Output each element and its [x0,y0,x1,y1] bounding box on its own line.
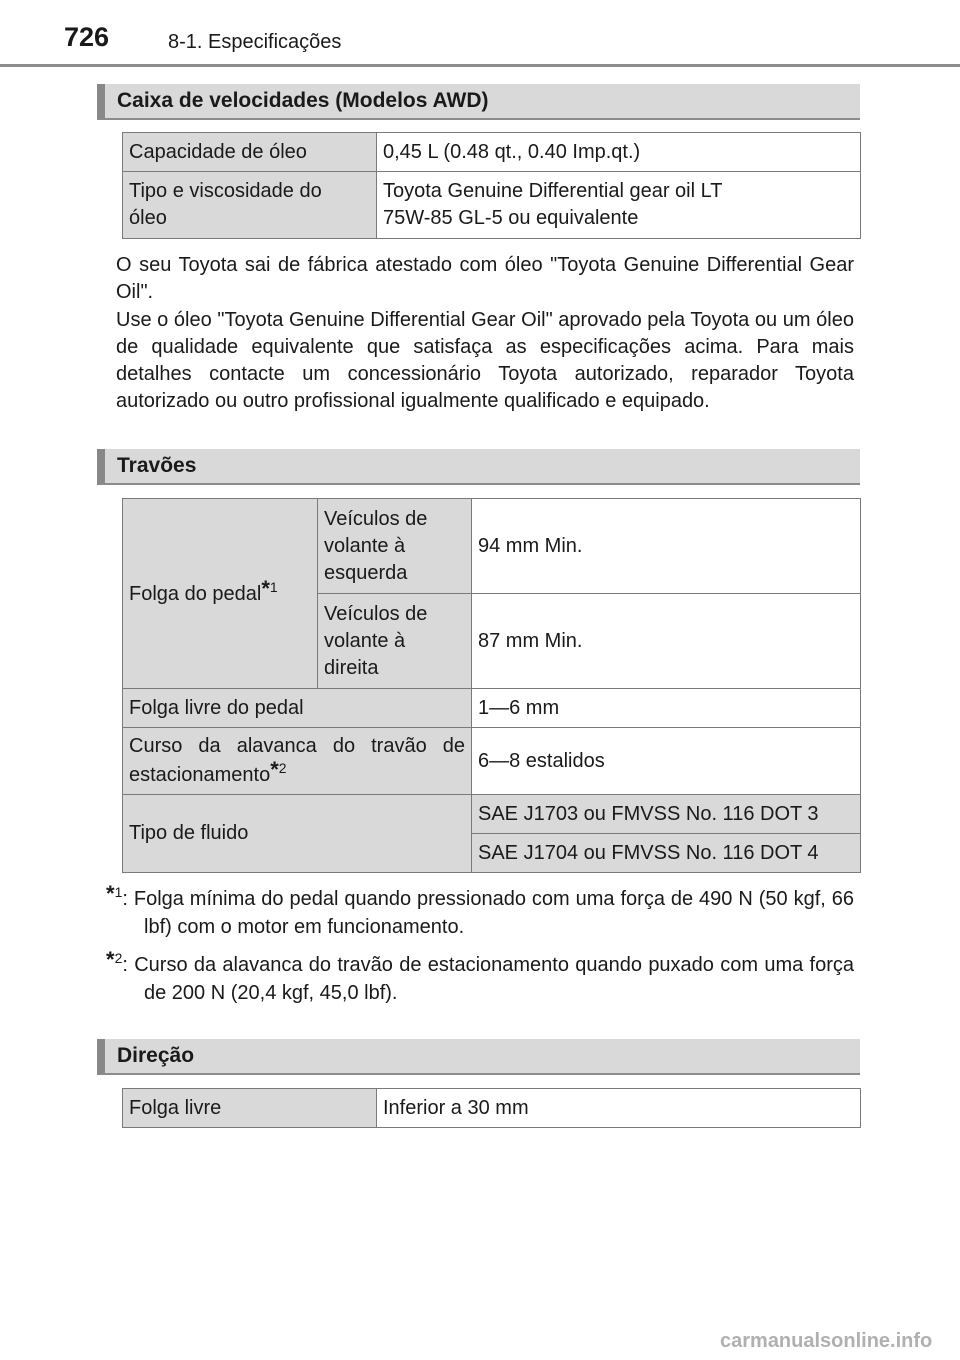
label-cell [123,728,472,795]
footnote-marker: * [270,756,279,782]
gearbox-spec-table [122,132,861,239]
label-line: esquerda [324,561,408,584]
value-cell: SAE J1703 ou FMVSS No. 116 DOT 3 [472,795,861,834]
label-cell: Folga livre do pedal [123,689,472,728]
footnote: $^{*1}$: Folga mínima do pedal quando pressionado com uma força de 490 N (50 kgf, 66 lbf) com o motor em funcionamento. [106,881,854,938]
value-cell: SAE J1704 ou FMVSS No. 116 DOT 4 [472,834,861,873]
brakes-spec-table [122,498,861,873]
label-line: estacionamento$^{*2}$ [129,756,287,786]
footnote-marker: * [106,881,115,906]
footnote-number: 1 [269,578,278,595]
section-title: Direção [117,1044,195,1067]
label-cell [123,172,377,239]
label-line: Veículos de [324,507,428,530]
label-line: óleo [129,207,167,229]
value-line: Toyota Genuine Differential gear oil LT [383,180,723,202]
section-title: Caixa de velocidades (Modelos AWD) [117,89,489,112]
table-row [123,795,861,834]
label-line: direita [324,656,379,679]
section-heading-gearbox [97,84,860,120]
table-row [123,1089,861,1128]
value-cell: Inferior a 30 mm [377,1089,861,1128]
table-row [123,499,861,594]
value-cell: 87 mm Min. [472,594,861,689]
label-cell: Tipo de fluido [123,795,472,873]
table-row [123,172,861,239]
footnote: $^{*2}$: Curso da alavanca do travão de estacionamento quando puxado com uma força de 200 N (20,4 kgf, 45,0 lbf). [106,947,854,1004]
value-cell: 0,45 L (0.48 qt., 0.40 Imp.qt.) [377,133,861,172]
pedal-play-label: Folga do pedal [129,582,262,605]
value-line: 75W-85 GL-5 ou equivalente [383,207,639,229]
section-title: Travões [117,454,197,477]
label-line: volante à [324,534,406,557]
label-cell [318,594,472,689]
value-cell: 94 mm Min. [472,499,861,594]
section-heading-brakes [97,449,860,485]
paragraph: Use o óleo "Toyota Genuine Differential Gear Oil" aprovado pela Toyota ou um óleo de qualidade equivalente que satisfaça as especificações acima. Para mais detalhes contacte um concessionário Toyota autorizado, reparador Toyota autorizado ou outro profissional igualmente qualificado e equipado. [116,309,854,412]
header-divider [0,64,960,67]
label-line: Veículos de [324,602,428,625]
label-cell: Folga livre [123,1089,377,1128]
label-cell: Capacidade de óleo [123,133,377,172]
watermark: carmanualsonline.info [720,1330,933,1352]
steering-spec-table [122,1088,861,1128]
footnote-number: 2 [278,759,287,776]
table-row [123,133,861,172]
table-row [123,728,861,795]
page-header [0,0,960,70]
value-cell: 6—8 estalidos [472,728,861,795]
footnote-marker: * [261,575,270,601]
paragraph: O seu Toyota sai de fábrica atestado com óleo "Toyota Genuine Differential Gear Oil". [116,254,854,303]
value-cell: 1—6 mm [472,689,861,728]
chapter-title: 8-1. Especificações [168,31,342,53]
footnote-marker: * [106,947,115,972]
label-line: volante à [324,629,406,652]
label-cell [318,499,472,594]
label-cell [123,499,318,689]
section-heading-steering [97,1039,860,1075]
label-line: Tipo e viscosidade do [129,180,322,202]
value-cell [377,172,861,239]
page-number: 726 [64,22,110,52]
table-row [123,689,861,728]
label-line: Curso da alavanca do travão de [129,734,465,757]
